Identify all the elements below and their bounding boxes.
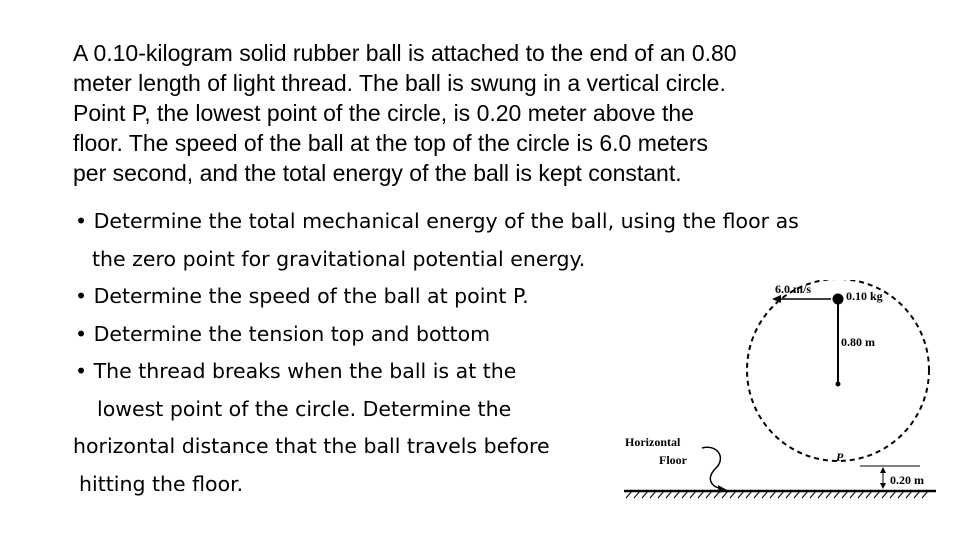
problem-statement (73, 38, 893, 188)
task-text: Determine the tension top and bottom (93, 321, 491, 346)
task-text-continued: the zero point for gravitational potential energy. (92, 246, 586, 271)
problem-line: Point P, the lowest point of the circle, is 0.20 meter above the (73, 100, 694, 126)
task-item-horizontal-distance (73, 353, 633, 391)
task-item-total-energy (73, 203, 799, 241)
floor-label-line2: Floor (659, 453, 687, 467)
task-text-continued: lowest point of the circle. Determine the (97, 396, 512, 421)
task-item-speed-at-p (73, 278, 633, 316)
problem-line: per second, and the total energy of the ball is kept constant. (73, 160, 682, 186)
circle-diagram (620, 280, 940, 505)
arrowhead-icon (880, 483, 886, 489)
radius-label: 0.80 m (841, 335, 875, 349)
circle-center-dot (836, 382, 841, 387)
bullet-marker: • (75, 284, 88, 308)
task-text-continued: horizontal distance that the ball travels before (73, 434, 550, 458)
speed-label: 6.0 m/s (775, 282, 811, 296)
floor-label-line1: Horizontal (625, 435, 681, 449)
bullet-marker: • (75, 209, 88, 233)
problem-line: floor. The speed of the ball at the top of the circle is 6.0 meters (73, 130, 708, 156)
task-text: Determine the total mechanical energy of the ball, using the floor as (93, 209, 799, 233)
arrowhead-icon (880, 467, 886, 473)
ball (833, 294, 844, 305)
floor-callout-curve (702, 447, 723, 489)
bullet-marker: • (75, 359, 88, 383)
task-item-tension (73, 316, 633, 354)
point-p-label: P (836, 450, 844, 464)
mass-label: 0.10 kg (846, 289, 883, 303)
bullet-marker: • (75, 321, 88, 346)
problem-line: A 0.10-kilogram solid rubber ball is attached to the end of an 0.80 (73, 40, 737, 66)
task-text: The thread breaks when the ball is at the (93, 359, 517, 383)
height-label: 0.20 m (890, 473, 924, 487)
task-text-continued: hitting the floor. (79, 471, 244, 496)
task-text: Determine the speed of the ball at point P. (93, 284, 529, 308)
problem-line: meter length of light thread. The ball is swung in a vertical circle. (73, 70, 726, 96)
